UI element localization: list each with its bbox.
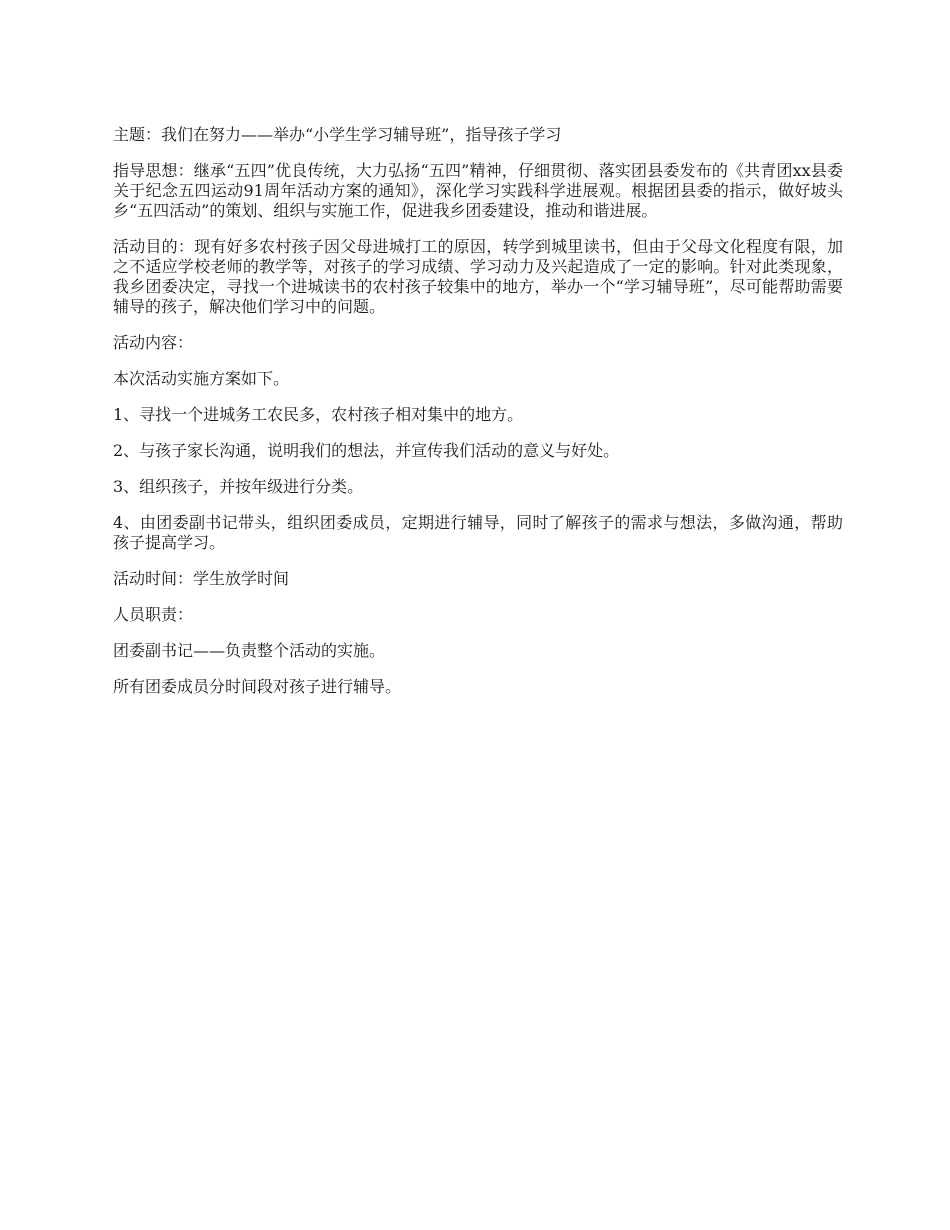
- plan-intro-line: 本次活动实施方案如下。: [113, 369, 290, 388]
- responsibility-members: 所有团委成员分时间段对孩子进行辅导。: [113, 677, 402, 696]
- plan-step-2: 2、与孩子家长沟通，说明我们的想法，并宣传我们活动的意义与好处。: [113, 441, 620, 460]
- plan-step-4: 4、由团委副书记带头，组织团委成员，定期进行辅导，同时了解孩子的需求与想法，多做沟通，帮助孩子提高学习。: [113, 513, 843, 552]
- activity-purpose-paragraph: 活动目的：现有好多农村孩子因父母进城打工的原因，转学到城里读书，但由于父母文化程度有限，加之不适应学校老师的教学等，对孩子的学习成绩、学习动力及兴起造成了一定的影响。针对此类现象，我乡团委决定，寻找一个进城读书的农村孩子较集中的地方，举办一个“学习辅导班”，尽可能帮助需要辅导的孩子，解决他们学习中的问题。: [113, 237, 843, 316]
- plan-step-3: 3、组织孩子，并按年级进行分类。: [113, 477, 364, 496]
- responsibility-deputy-secretary: 团委副书记——负责整个活动的实施。: [113, 641, 386, 660]
- activity-content-heading: 活动内容：: [113, 333, 194, 352]
- activity-time-line: 活动时间：学生放学时间: [113, 569, 290, 588]
- responsibilities-heading: 人员职责：: [113, 605, 194, 624]
- topic-line: 主题：我们在努力——举办“小学生学习辅导班”，指导孩子学习: [113, 125, 562, 144]
- guiding-thought-paragraph: 指导思想：继承“五四”优良传统，大力弘扬“五四”精神，仔细贯彻、落实团县委发布的《共青团xx县委关于纪念五四运动91周年活动方案的通知》，深化学习实践科学进展观。根据团县委的指示，做好坡头乡“五四活动”的策划、组织与实施工作，促进我乡团委建设，推动和谐进展。: [113, 161, 843, 220]
- document-body: [113, 125, 843, 713]
- plan-step-1: 1、寻找一个进城务工农民多，农村孩子相对集中的地方。: [113, 405, 524, 424]
